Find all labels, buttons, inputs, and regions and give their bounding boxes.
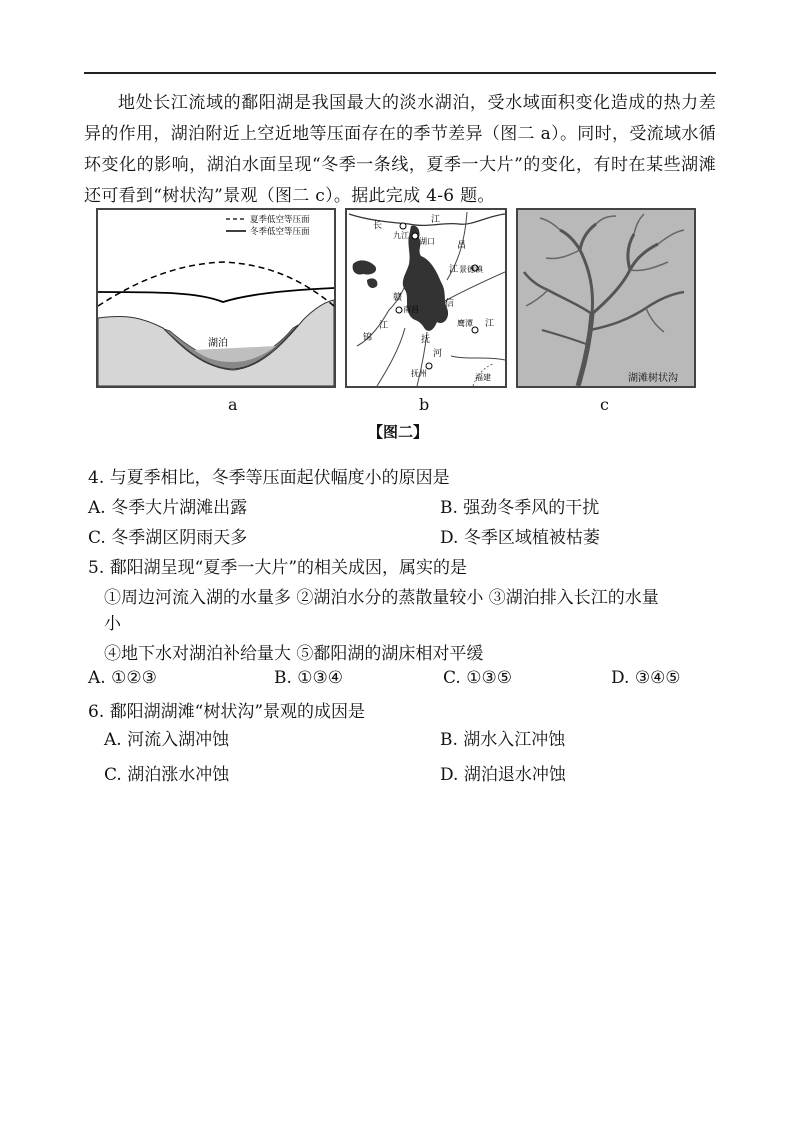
figure-c-tree-gully-photo bbox=[516, 208, 696, 388]
q5-option-d[interactable]: D. ③④⑤ bbox=[611, 668, 681, 688]
svg-text:南昌: 南昌 bbox=[403, 305, 419, 314]
q5-option-a[interactable]: A. ①②③ bbox=[88, 668, 157, 688]
svg-text:赣: 赣 bbox=[393, 293, 403, 303]
q5-option-b[interactable]: B. ①③④ bbox=[274, 668, 344, 688]
caption-c: c bbox=[600, 395, 609, 414]
header-rule bbox=[84, 72, 716, 74]
question-4-stem: 4. 与夏季相比，冬季等压面起伏幅度小的原因是 bbox=[88, 468, 450, 488]
q6-option-b[interactable]: B. 湖水入江冲蚀 bbox=[440, 730, 566, 750]
svg-text:锦: 锦 bbox=[363, 333, 373, 343]
svg-text:河: 河 bbox=[433, 349, 443, 359]
q4-option-a[interactable]: A. 冬季大片湖滩出露 bbox=[88, 498, 248, 518]
caption-b: b bbox=[419, 395, 430, 414]
intro-paragraph: 地处长江流域的鄱阳湖是我国最大的淡水湖泊，受水域面积变化造成的热力差异的作用，湖泊附近上空近地等压面存在的季节差异（图二 a）。同时，受流域水循环变化的影响，湖泊水面呈现“冬季一条线，夏季一大片”的变化，有时在某些湖滩还可看到“树状沟”景观（图二 c）。据此完成 4-6 题。 bbox=[84, 93, 716, 206]
svg-text:九江: 九江 bbox=[393, 231, 409, 240]
svg-text:抚: 抚 bbox=[421, 335, 431, 345]
caption-a: a bbox=[228, 395, 238, 414]
svg-text:抚州: 抚州 bbox=[411, 369, 427, 378]
svg-text:江: 江 bbox=[485, 319, 495, 329]
svg-text:福建: 福建 bbox=[475, 373, 491, 382]
legend-summer: 夏季低空等压面 bbox=[250, 215, 310, 225]
photo-label: 湖滩树状沟 bbox=[628, 373, 678, 384]
svg-text:长: 长 bbox=[373, 221, 383, 231]
svg-text:江: 江 bbox=[379, 321, 389, 331]
svg-text:江: 江 bbox=[449, 265, 459, 275]
q4-option-d[interactable]: D. 冬季区域植被枯萎 bbox=[440, 528, 600, 548]
q4-option-c[interactable]: C. 冬季湖区阴雨天多 bbox=[88, 528, 248, 548]
q5-option-c[interactable]: C. ①③⑤ bbox=[443, 668, 512, 688]
q6-option-a[interactable]: A. 河流入湖冲蚀 bbox=[104, 730, 230, 750]
question-5-stem: 5. 鄱阳湖呈现“夏季一大片”的相关成因，属实的是 bbox=[88, 558, 468, 578]
q6-option-d[interactable]: D. 湖泊退水冲蚀 bbox=[440, 765, 566, 785]
svg-text:江: 江 bbox=[431, 215, 441, 225]
figure-b-poyang-map bbox=[345, 208, 507, 388]
svg-text:湖口: 湖口 bbox=[419, 237, 435, 246]
q5-statements-line1b: 小 bbox=[104, 614, 121, 634]
lake-label: 湖泊 bbox=[208, 338, 228, 349]
figure-a-pressure-profile bbox=[96, 208, 336, 388]
question-6-stem: 6. 鄱阳湖湖滩“树状沟”景观的成因是 bbox=[88, 702, 366, 722]
legend-winter: 冬季低空等压面 bbox=[250, 227, 310, 237]
q5-statements-line1: ①周边河流入湖的水量多 ②湖泊水分的蒸散量较小 ③湖泊排入长江的水量 bbox=[104, 588, 659, 608]
svg-text:昌: 昌 bbox=[457, 241, 467, 251]
svg-text:景德镇: 景德镇 bbox=[459, 265, 483, 274]
q6-option-c[interactable]: C. 湖泊涨水冲蚀 bbox=[104, 765, 230, 785]
svg-text:信: 信 bbox=[445, 299, 455, 309]
svg-text:鹰潭: 鹰潭 bbox=[457, 319, 473, 328]
q5-statements-line2: ④地下水对湖泊补给量大 ⑤鄱阳湖的湖床相对平缓 bbox=[104, 644, 484, 664]
q4-option-b[interactable]: B. 强劲冬季风的干扰 bbox=[440, 498, 600, 518]
figure-title: 【图二】 bbox=[368, 423, 429, 441]
